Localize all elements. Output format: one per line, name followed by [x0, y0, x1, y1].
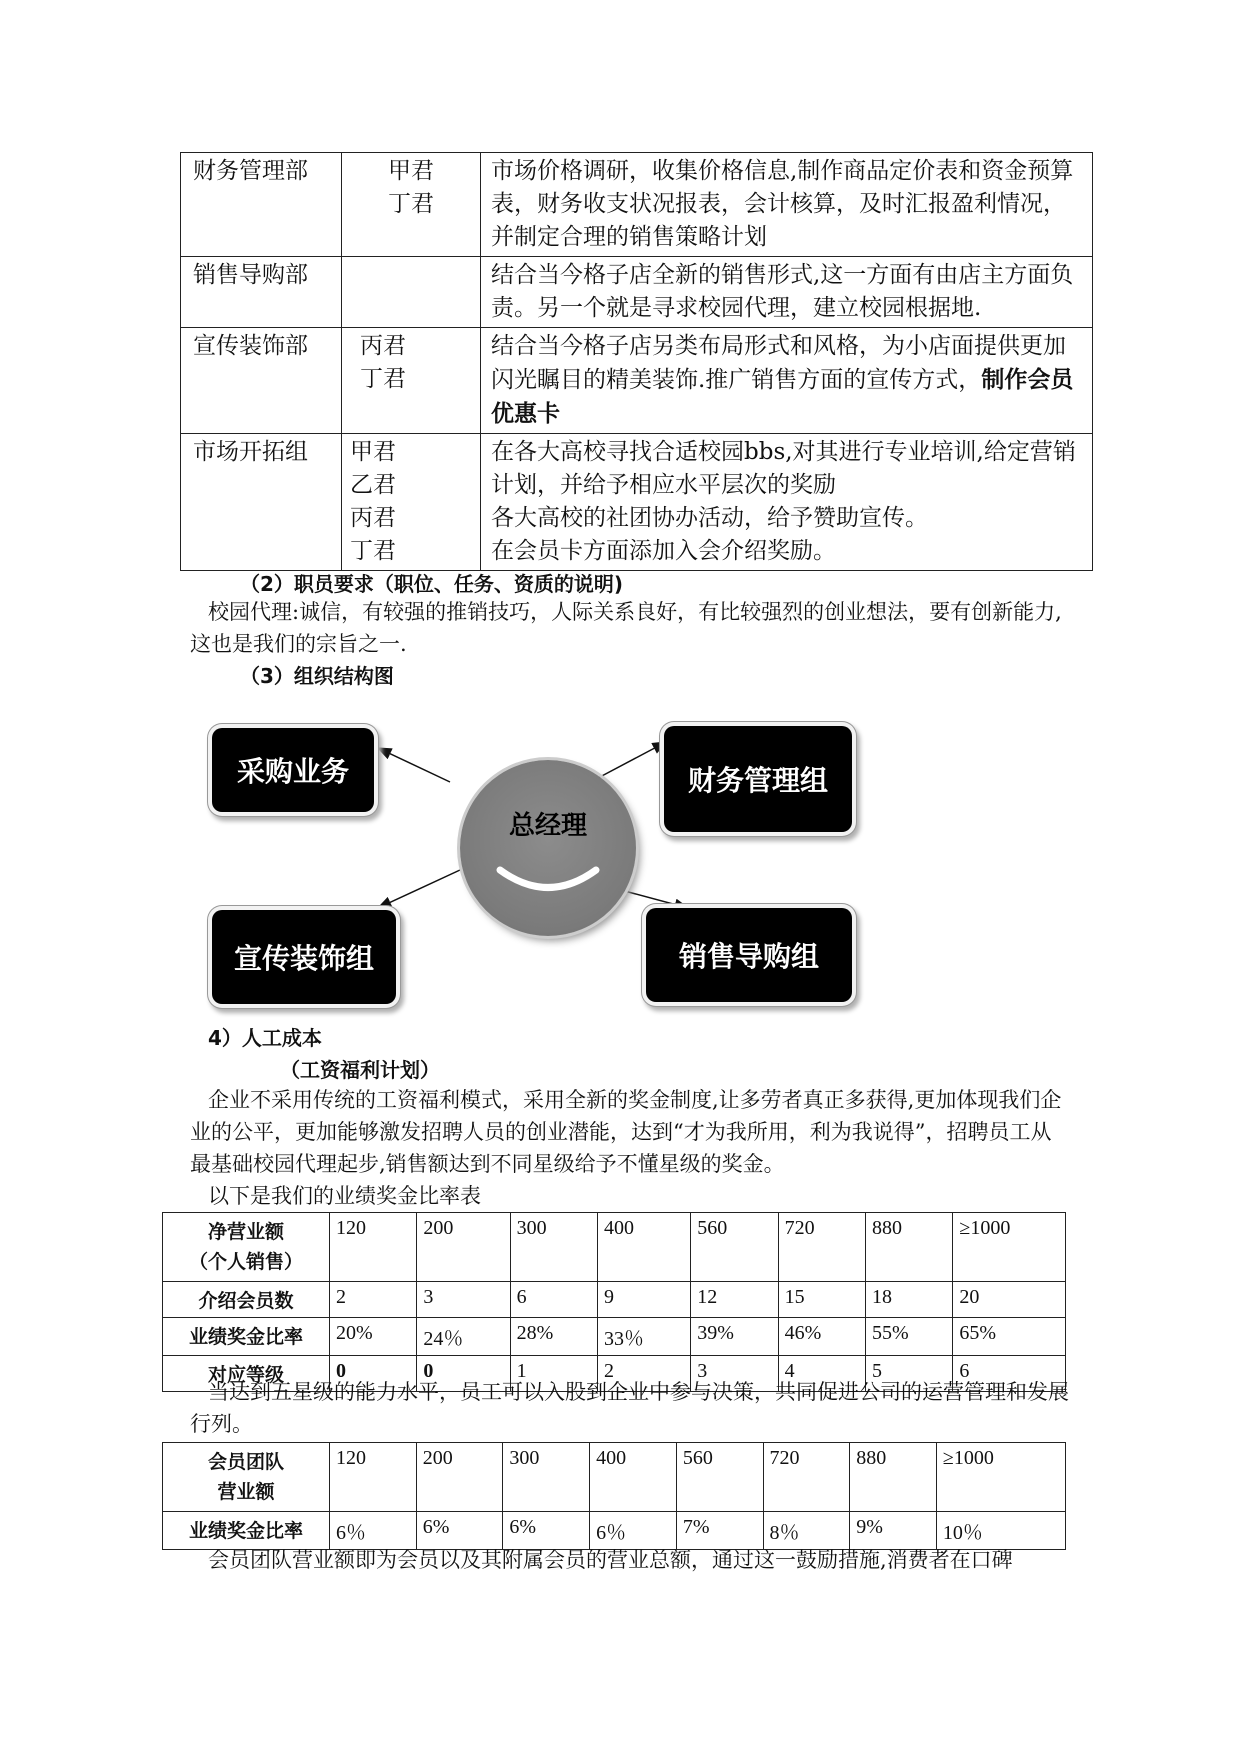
dept-name: 宣传装饰部 — [181, 328, 342, 434]
cell: 6 — [953, 1356, 1066, 1392]
row-label: 业绩奖金比率 — [163, 1318, 330, 1356]
cell: 18 — [865, 1282, 952, 1318]
cell: 15 — [778, 1282, 865, 1318]
cell: 5 — [865, 1356, 952, 1392]
row-label: 对应等级 — [163, 1356, 330, 1392]
paragraph: 校园代理:诚信，有较强的推销技巧，人际关系良好，有比较强烈的创业想法，要有创新能力,这也是我们的宗旨之一. — [190, 600, 1062, 656]
cell: 300 — [503, 1443, 590, 1512]
row-label-line: 会员团队 — [207, 1451, 284, 1473]
cell: 560 — [676, 1443, 763, 1512]
dept-name: 市场开拓组 — [181, 434, 342, 571]
org-center-face — [460, 760, 636, 936]
dept-name: 财务管理部 — [181, 153, 342, 257]
cell: 720 — [778, 1213, 865, 1282]
cell: 400 — [590, 1443, 677, 1512]
member: 甲君 — [350, 439, 396, 465]
cell: 12 — [691, 1282, 778, 1318]
cell: 880 — [865, 1213, 952, 1282]
section-heading: （2）职员要求（职位、任务、资质的说明) — [240, 572, 624, 596]
org-box-purchasing: 采购业务 — [212, 728, 374, 812]
dept-duty: 市场价格调研，收集价格信息,制作商品定价表和资金预算表，财务收支状况报表，会计核算，及时汇报盈利情况，并制定合理的销售策略计划 — [481, 153, 1093, 257]
cell: 10％ — [936, 1512, 1065, 1550]
cell: 24％ — [417, 1318, 510, 1356]
cell: 55% — [865, 1318, 952, 1356]
cell: 9% — [850, 1512, 937, 1550]
cell: 65% — [953, 1318, 1066, 1356]
member: 丁君 — [388, 191, 434, 217]
row-label — [163, 1213, 330, 1282]
dept-members — [342, 434, 481, 571]
dept-members — [342, 328, 481, 434]
smile-icon — [460, 760, 636, 936]
cell: ≥1000 — [936, 1443, 1065, 1512]
cell: 46% — [778, 1318, 865, 1356]
table-row — [181, 153, 1093, 257]
cell: 0 — [417, 1356, 510, 1392]
member: 丁君 — [350, 538, 396, 564]
cell: 3 — [691, 1356, 778, 1392]
table-row — [163, 1282, 1066, 1318]
bonus-table-team — [162, 1442, 1066, 1550]
table-row — [163, 1213, 1066, 1282]
cell: 400 — [597, 1213, 690, 1282]
cell: ≥1000 — [953, 1213, 1066, 1282]
duty-line: 在会员卡方面添加入会介绍奖励。 — [491, 538, 836, 564]
dept-name: 销售导购部 — [181, 257, 342, 328]
cell: 20 — [953, 1282, 1066, 1318]
org-center-label: 总经理 — [508, 811, 587, 841]
member: 丁君 — [360, 366, 406, 392]
cell: 880 — [850, 1443, 937, 1512]
cell: 20% — [330, 1318, 417, 1356]
cell: 120 — [330, 1443, 417, 1512]
table-row — [181, 257, 1093, 328]
cell: 7% — [676, 1512, 763, 1550]
section-heading: 4）人工成本 — [208, 1026, 322, 1050]
member: 丙君 — [350, 505, 396, 531]
table-row — [163, 1318, 1066, 1356]
department-table — [180, 152, 1093, 571]
cell: 9 — [597, 1282, 690, 1318]
cell: 120 — [330, 1213, 417, 1282]
row-label: 介绍会员数 — [163, 1282, 330, 1318]
cell: 3 — [417, 1282, 510, 1318]
cell: 560 — [691, 1213, 778, 1282]
cell: 4 — [778, 1356, 865, 1392]
arrow-top-left — [378, 748, 450, 782]
duty-line: 各大高校的社团协办活动，给予赞助宣传。 — [491, 505, 928, 531]
paragraph: 以下是我们的业绩奖金比率表 — [208, 1184, 481, 1208]
cell: 8％ — [763, 1512, 850, 1550]
dept-duty: 结合当今格子店全新的销售形式,这一方面有由店主方面负责。另一个就是寻求校园代理，建立校园根据地. — [481, 257, 1093, 328]
paragraph: 当达到五星级的能力水平，员工可以入股到企业中参与决策，共同促进公司的运营管理和发展行列。 — [190, 1380, 1069, 1436]
cell: 33％ — [597, 1318, 690, 1356]
duty-bold-text: 制作会员优惠卡 — [491, 366, 1074, 427]
cell: 6% — [416, 1512, 503, 1550]
cell: 6% — [503, 1512, 590, 1550]
cell: 200 — [417, 1213, 510, 1282]
cell: 300 — [510, 1213, 597, 1282]
table-row — [181, 328, 1093, 434]
cell: 720 — [763, 1443, 850, 1512]
dept-duty — [481, 434, 1093, 571]
section-subheading: （工资福利计划） — [280, 1058, 440, 1082]
org-box-finance: 财务管理组 — [664, 726, 852, 832]
cell: 6％ — [330, 1512, 417, 1550]
cell: 2 — [330, 1282, 417, 1318]
row-label-line: 净营业额 — [207, 1221, 284, 1243]
table-row — [163, 1443, 1066, 1512]
cell: 6％ — [590, 1512, 677, 1550]
row-label: 业绩奖金比率 — [163, 1512, 330, 1550]
row-label-line: （个人销售） — [188, 1251, 303, 1273]
dept-members — [342, 153, 481, 257]
duty-line: 在各大高校寻找合适校园bbs,对其进行专业培训,给定营销计划，并给予相应水平层次的奖励 — [491, 439, 1076, 498]
row-label-line: 营业额 — [217, 1481, 275, 1503]
paragraph: 会员团队营业额即为会员以及其附属会员的营业总额，通过这一鼓励措施,消费者在口碑 — [208, 1548, 1013, 1572]
cell: 39% — [691, 1318, 778, 1356]
cell: 1 — [510, 1356, 597, 1392]
cell: 28% — [510, 1318, 597, 1356]
dept-members — [342, 257, 481, 328]
section-heading: （3）组织结构图 — [240, 664, 394, 688]
org-box-sales: 销售导购组 — [646, 908, 852, 1002]
member: 乙君 — [350, 472, 396, 498]
cell: 0 — [330, 1356, 417, 1392]
cell: 2 — [597, 1356, 690, 1392]
duty-text: 结合当今格子店另类布局形式和风格，为小店面提供更加闪光瞩目的精美装饰.推广销售方面的宣传方式， — [491, 333, 1066, 393]
member: 甲君 — [388, 158, 434, 184]
arrow-bottom-left — [378, 870, 460, 908]
member: 丙君 — [360, 333, 406, 359]
cell: 200 — [416, 1443, 503, 1512]
org-box-publicity: 宣传装饰组 — [212, 910, 396, 1004]
table-row — [181, 434, 1093, 571]
paragraph: 企业不采用传统的工资福利模式，采用全新的奖金制度,让多劳者真正多获得,更加体现我们企业的公平，更加能够激发招聘人员的创业潜能，达到“才为我所用，利为我说得”，招聘员工从最基础校园代理起步,销售额达到不同星级给予不懂星级的奖金。 — [190, 1088, 1062, 1176]
bonus-table-individual — [162, 1212, 1066, 1392]
row-label — [163, 1443, 330, 1512]
dept-duty — [481, 328, 1093, 434]
cell: 6 — [510, 1282, 597, 1318]
